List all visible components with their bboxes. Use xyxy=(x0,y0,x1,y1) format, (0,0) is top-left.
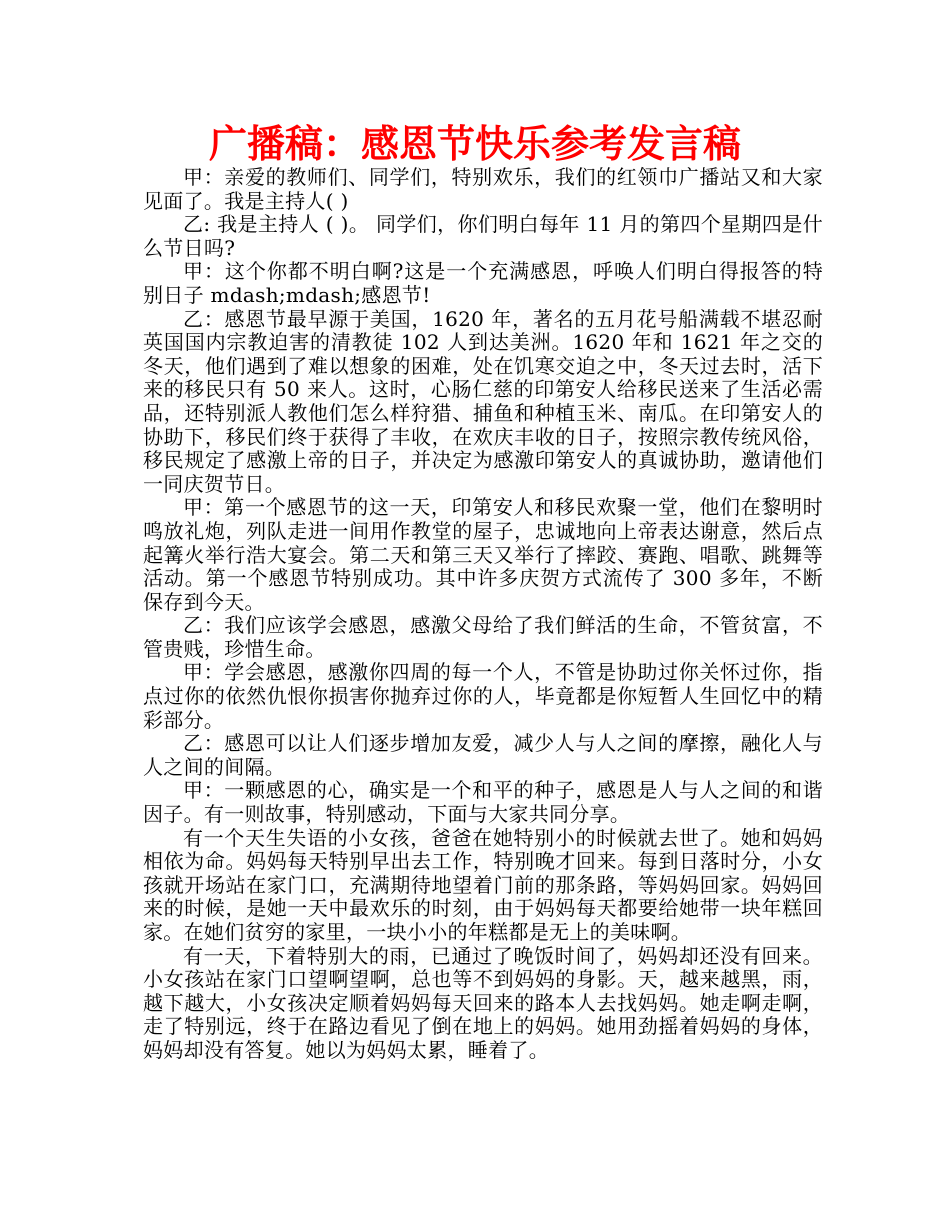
paragraph-10: 有一个天生失语的小女孩，爸爸在她特别小的时候就去世了。她和妈妈相依为命。妈妈每天特别早出去工作，特别晚才回来。每到日落时分，小女孩就开场站在家门口，充满期待地望着门前的那条路，等妈妈回家。妈妈回来的时候，是她一天中最欢乐的时刻，由于妈妈每天都要给她带一块年糕回家。在她们贫穷的家里，一块小小的年糕都是无上的美味啊。 xyxy=(143,825,823,944)
paragraph-8: 乙：感恩可以让人们逐步增加友爱，减少人与人之间的摩擦，融化人与人之间的间隔。 xyxy=(143,731,823,779)
paragraph-9: 甲：一颗感恩的心，确实是一个和平的种子，感恩是人与人之间的和谐因子。有一则故事，特别感动，下面与大家共同分享。 xyxy=(143,778,823,827)
paragraph-4: 乙：感恩节最早源于美国，1620 年，著名的五月花号船满载不堪忍耐英国国内宗教迫害的清教徒 102 人到达美洲。1620 年和 1621 年之交的冬天，他们遇到了难以想象的困难，处在饥寒交迫之中，冬天过去时，活下来的移民只有 50 来人。这时，心肠仁慈的印第安人给移民送来了生活必需品，还特别派人教他们怎么样狩猎、捕鱼和种植玉米、南瓜。在印第安人的协助下，移民们终于获得了丰收，在欢庆丰收的日子，按照宗教传统风俗，移民规定了感激上帝的日子，并决定为感激印第安人的真诚协助，邀请他们一同庆贺节日。 xyxy=(143,306,823,496)
paragraph-2: 乙: 我是主持人 ( )。 同学们，你们明白每年 11 月的第四个星期四是什么节日吗? xyxy=(143,212,823,260)
document-body xyxy=(143,166,823,1063)
paragraph-7: 甲：学会感恩，感激你四周的每一个人，不管是协助过你关怀过你，指点过你的依然仇恨你损害你抛弃过你的人，毕竟都是你短暂人生回忆中的精彩部分。 xyxy=(143,660,823,732)
paragraph-5: 甲：第一个感恩节的这一天，印第安人和移民欢聚一堂，他们在黎明时鸣放礼炮，列队走进一间用作教堂的屋子，忠诚地向上帝表达谢意，然后点起篝火举行浩大宴会。第二天和第三天又举行了摔跤、赛跑、唱歌、跳舞等活动。第一个感恩节特别成功。其中许多庆贺方式流传了 300 多年，不断保存到今天。 xyxy=(143,495,823,614)
paragraph-3: 甲：这个你都不明白啊?这是一个充满感恩，呼唤人们明白得报答的特别日子 mdash;mdash;感恩节! xyxy=(143,259,823,307)
paragraph-6: 乙：我们应该学会感恩，感激父母给了我们鲜活的生命，不管贫富，不管贵贱，珍惜生命。 xyxy=(143,613,823,661)
document-title: 广播稿：感恩节快乐参考发言稿 xyxy=(208,122,741,166)
paragraph-1: 甲：亲爱的教师们、同学们，特别欢乐，我们的红领巾广播站又和大家见面了。我是主持人( ) xyxy=(143,165,823,213)
paragraph-11: 有一天，下着特别大的雨，已通过了晚饭时间了，妈妈却还没有回来。小女孩站在家门口望啊望啊，总也等不到妈妈的身影。天，越来越黑，雨，越下越大，小女孩决定顺着妈妈每天回来的路本人去找妈妈。她走啊走啊，走了特别远，终于在路边看见了倒在地上的妈妈。她用劲摇着妈妈的身体，妈妈却没有答复。她以为妈妈太累，睡着了。 xyxy=(143,943,823,1062)
